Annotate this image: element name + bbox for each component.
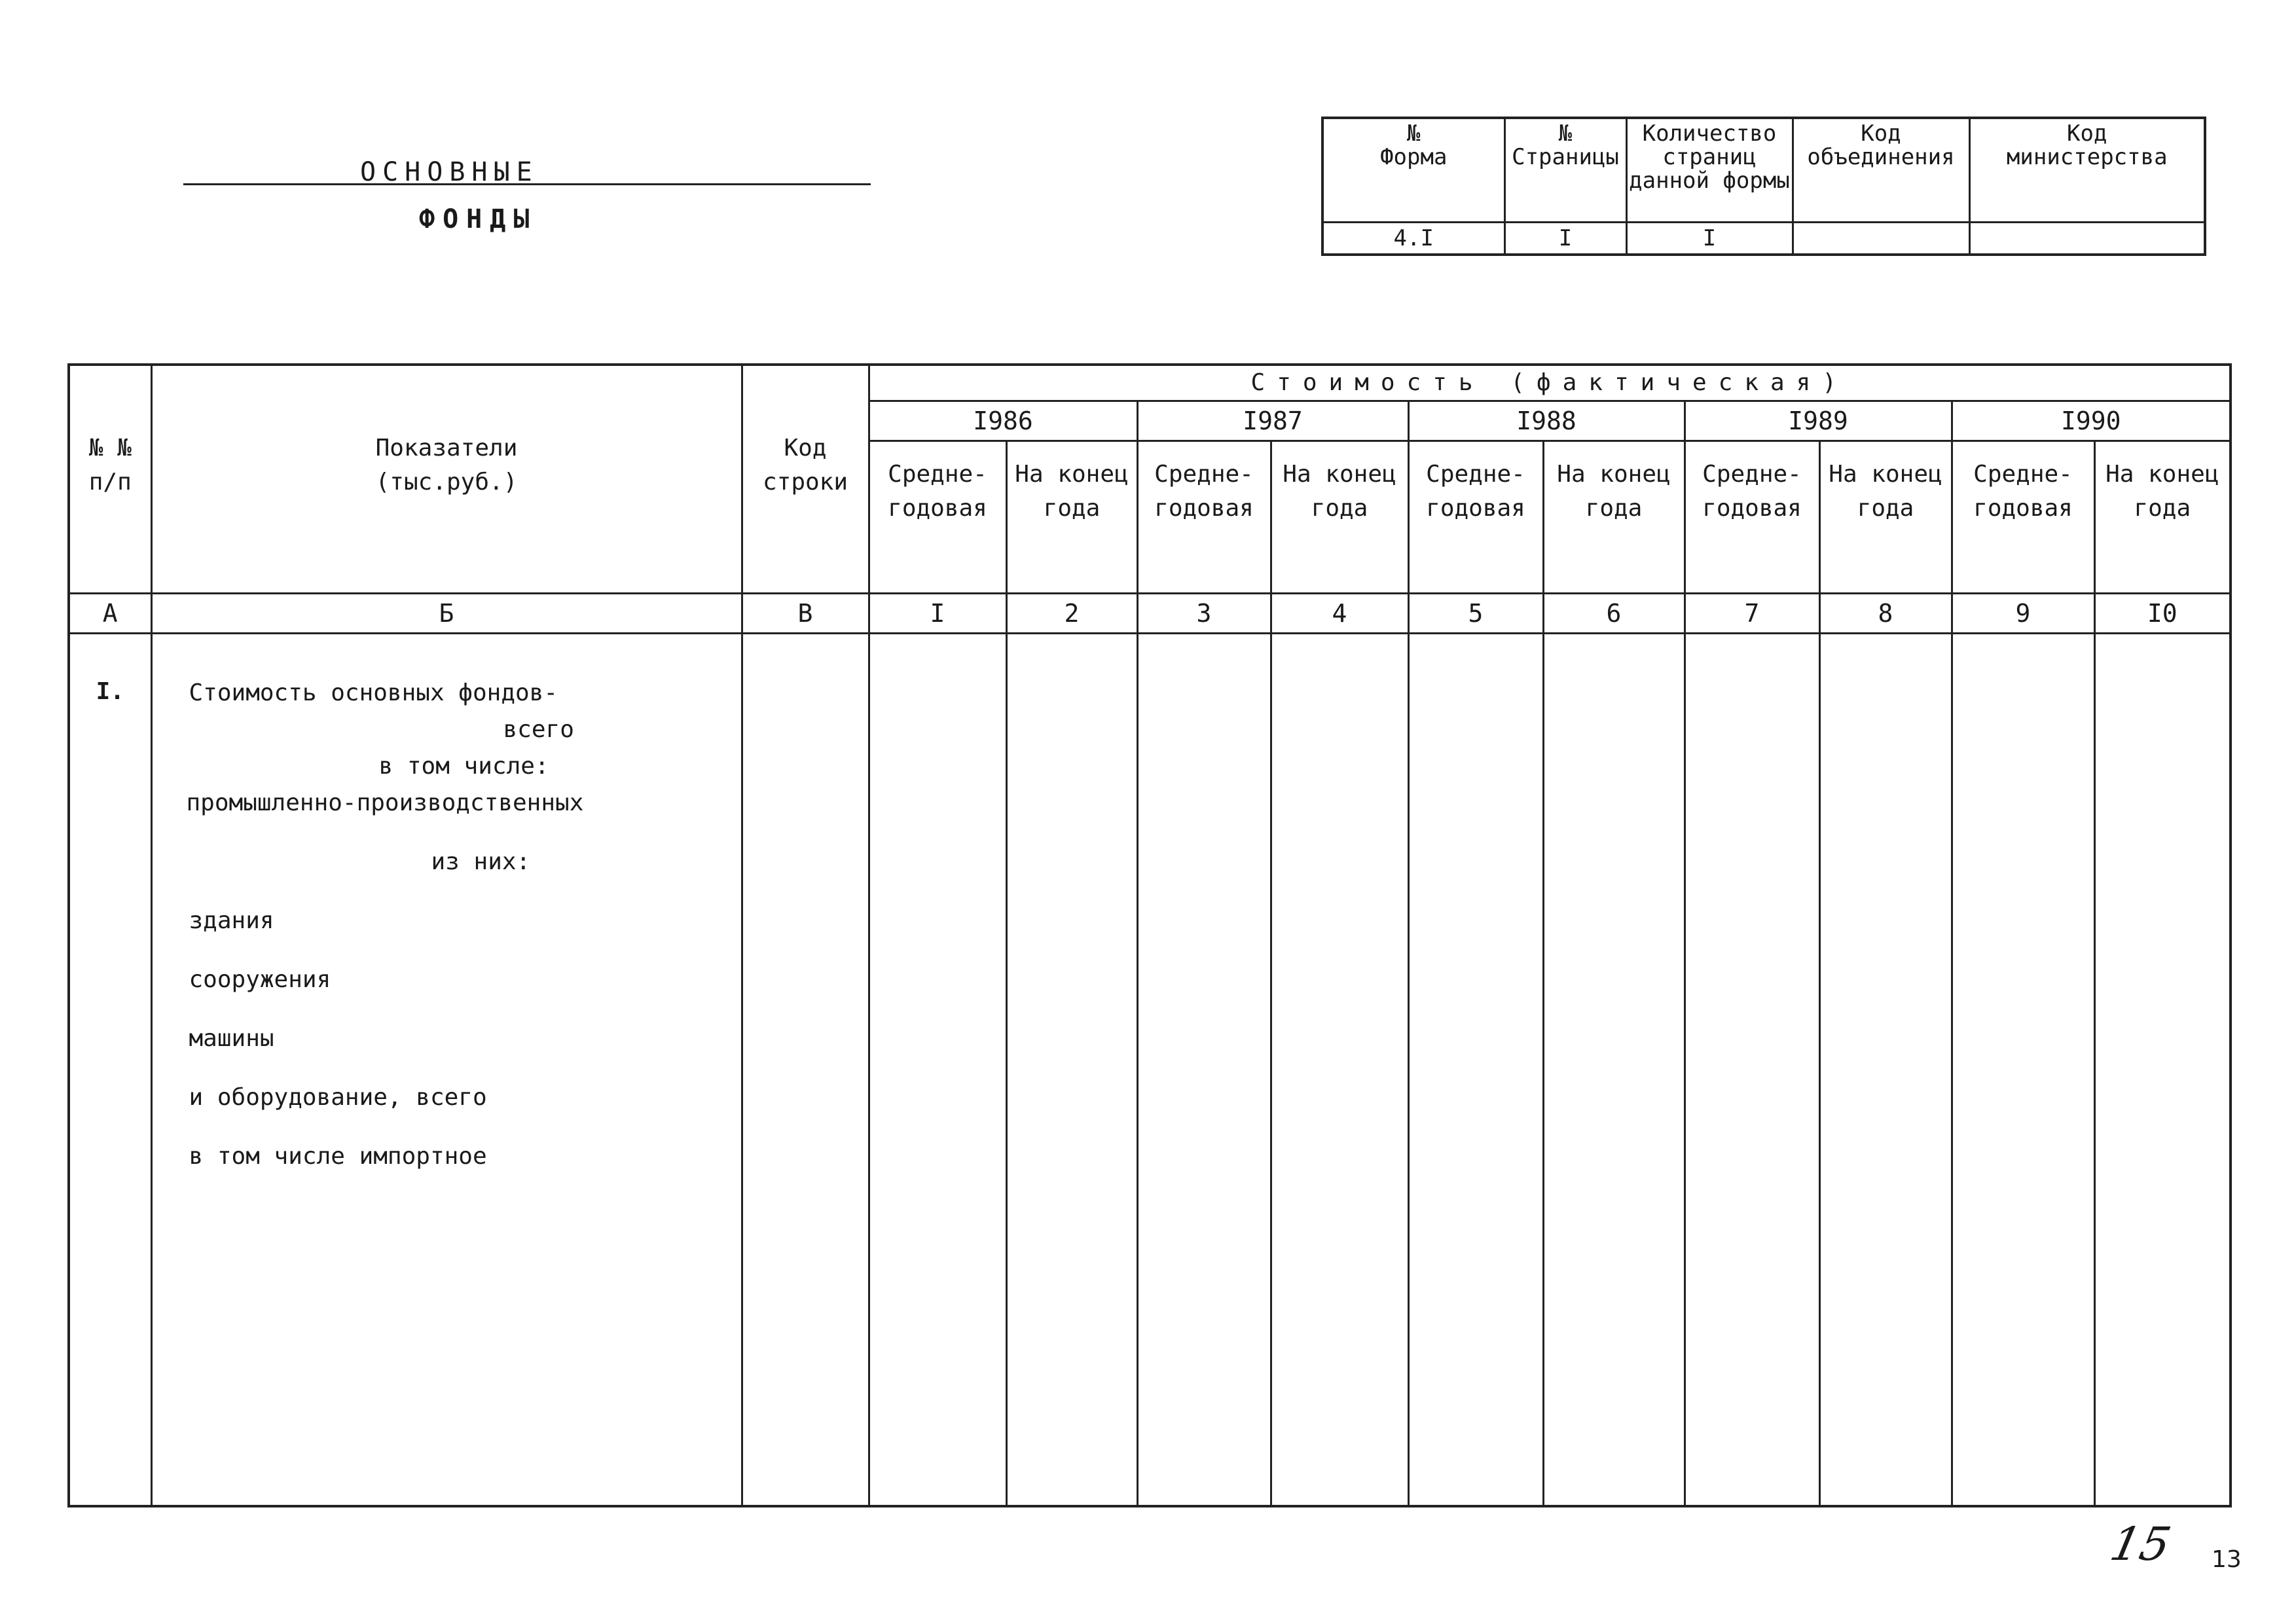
column-index-cell: А: [69, 594, 151, 634]
value-cell[interactable]: [869, 634, 1006, 1507]
indicator-total-suffix: всего: [503, 716, 574, 743]
page-count-value: I: [1626, 223, 1793, 255]
value-cell[interactable]: [1271, 634, 1408, 1507]
row-code-cell[interactable]: [742, 634, 869, 1507]
year-header: I988: [1408, 401, 1685, 441]
average-annual-header: Средне- годовая: [869, 441, 1006, 594]
year-header: I989: [1685, 401, 1952, 441]
ministry-code-header: Код министерства: [1969, 118, 2205, 223]
value-cell[interactable]: [2094, 634, 2231, 1507]
column-index-cell: 6: [1543, 594, 1685, 634]
value-cell[interactable]: [1819, 634, 1952, 1507]
average-annual-header: Средне- годовая: [1408, 441, 1543, 594]
indicator-equipment: и оборудование, всего: [189, 1084, 487, 1111]
indicator-including: в том числе:: [378, 753, 549, 780]
title-line-2: ФОНДЫ: [419, 204, 538, 234]
year-header: I990: [1952, 401, 2231, 441]
value-cell[interactable]: [1685, 634, 1819, 1507]
indicators-list: [151, 634, 742, 1507]
column-index-cell: I: [869, 594, 1006, 634]
value-cell[interactable]: [1006, 634, 1137, 1507]
handwritten-number: 15: [2105, 1517, 2176, 1571]
average-annual-header: Средне- годовая: [1137, 441, 1271, 594]
indicator-of-them: из них:: [431, 848, 531, 875]
average-annual-header: Средне- годовая: [1952, 441, 2094, 594]
column-index-cell: 5: [1408, 594, 1543, 634]
page-number-value: I: [1504, 223, 1626, 255]
column-index-cell: 8: [1819, 594, 1952, 634]
title-line-1: ОСНОВНЫЕ: [360, 157, 539, 187]
indicator-industrial: промышленно-производственных: [186, 789, 584, 816]
year-header: I986: [869, 401, 1137, 441]
column-index-cell: I0: [2094, 594, 2231, 634]
page-count-header: Количество страниц данной формы: [1626, 118, 1793, 223]
ministry-code-value: [1969, 223, 2205, 255]
column-index-cell: 3: [1137, 594, 1271, 634]
indicators-header: Показатели (тыс.руб.): [151, 365, 742, 594]
column-index-cell: В: [742, 594, 869, 634]
indicator-machines: машины: [189, 1025, 274, 1052]
title-rule: [183, 183, 871, 185]
year-header: I987: [1137, 401, 1408, 441]
average-annual-header: Средне- годовая: [1685, 441, 1819, 594]
value-cell[interactable]: [1952, 634, 2094, 1507]
indicator-imported: в том числе импортное: [189, 1143, 487, 1170]
column-index-cell: Б: [151, 594, 742, 634]
form-number-value: 4.I: [1322, 223, 1504, 255]
column-index-cell: 2: [1006, 594, 1137, 634]
value-cell[interactable]: [1408, 634, 1543, 1507]
association-code-value: [1793, 223, 1969, 255]
year-end-header: На конец года: [1819, 441, 1952, 594]
year-end-header: На конец года: [1543, 441, 1685, 594]
actual-cost-header: Стоимость (фактическая): [869, 365, 2231, 401]
page-number: 13: [2212, 1546, 2242, 1573]
indicator-structures: сооружения: [189, 966, 331, 993]
column-index-cell: 9: [1952, 594, 2094, 634]
form-info-table: [1321, 117, 2206, 256]
fixed-assets-table: [67, 363, 2232, 1507]
form-number-header: № Форма: [1322, 118, 1504, 223]
value-cell[interactable]: [1543, 634, 1685, 1507]
value-cell[interactable]: [1137, 634, 1271, 1507]
year-end-header: На конец года: [1271, 441, 1408, 594]
association-code-header: Код объединения: [1793, 118, 1969, 223]
year-end-header: На конец года: [1006, 441, 1137, 594]
row-code-header: Код строки: [742, 365, 869, 594]
indicator-total: Стоимость основных фондов-: [189, 679, 558, 706]
row-number: I.: [69, 634, 151, 1507]
year-end-header: На конец года: [2094, 441, 2231, 594]
column-index-cell: 4: [1271, 594, 1408, 634]
indicator-buildings: здания: [189, 907, 274, 934]
column-index-cell: 7: [1685, 594, 1819, 634]
page-number-header: № Страницы: [1504, 118, 1626, 223]
row-number-header: № № п/п: [69, 365, 151, 594]
